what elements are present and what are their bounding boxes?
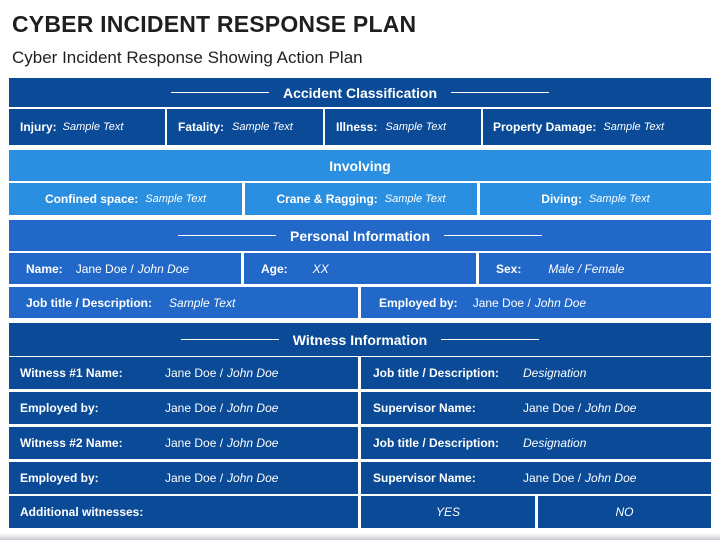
no-option[interactable] xyxy=(538,496,711,528)
name-value-a: Jane Doe / xyxy=(75,261,134,276)
accident-classification-header xyxy=(9,78,711,107)
job-title-cell xyxy=(9,287,358,318)
header-line-right xyxy=(451,92,549,93)
fatality-label: Fatality: xyxy=(178,120,225,134)
witness-2-name-value-b: John Doe xyxy=(227,436,279,450)
crane-ragging-cell xyxy=(245,183,477,215)
property-damage-value: Sample Text xyxy=(603,121,665,133)
sex-label: Sex: xyxy=(496,261,522,276)
witness-1-employed-label: Employed by: xyxy=(20,401,99,415)
property-damage-cell xyxy=(483,109,711,145)
witness-1-job-label: Job title / Description: xyxy=(373,366,500,380)
witness-1-supervisor-label: Supervisor Name: xyxy=(373,401,476,415)
confined-space-label: Confined space: xyxy=(44,192,139,206)
illness-value: Sample Text xyxy=(385,121,447,133)
witness-2-supervisor-label: Supervisor Name: xyxy=(373,471,476,485)
name-label: Name: xyxy=(26,261,63,276)
injury-value: Sample Text xyxy=(62,121,124,133)
fatality-cell xyxy=(167,109,323,145)
sex-cell xyxy=(479,253,711,284)
fatality-value: Sample Text xyxy=(232,121,293,133)
witness-1-supervisor-value-b: John Doe xyxy=(585,401,637,415)
personal-information-header xyxy=(9,220,711,251)
header-line-right xyxy=(444,235,542,236)
sex-value: Male / Female xyxy=(548,261,625,276)
crane-ragging-label: Crane & Ragging: xyxy=(276,192,378,206)
witness-row-left xyxy=(9,427,358,459)
involving-title: Involving xyxy=(329,157,391,174)
yes-option[interactable] xyxy=(361,496,535,528)
diving-value: Sample Text xyxy=(588,193,650,205)
property-damage-label: Property Damage: xyxy=(493,120,597,134)
employed-by-value-a: Jane Doe / xyxy=(472,295,531,310)
bottom-shadow xyxy=(0,533,720,540)
illness-label: Illness: xyxy=(336,120,378,134)
witness-2-job-label: Job title / Description: xyxy=(373,436,500,450)
witness-2-supervisor-value-a: Jane Doe / xyxy=(523,471,582,485)
page-title: CYBER INCIDENT RESPONSE PLAN xyxy=(12,11,417,37)
injury-label: Injury: xyxy=(20,120,57,134)
header-line-left xyxy=(181,339,279,340)
witness-row-right xyxy=(361,392,711,424)
witness-2-employed-value-b: John Doe xyxy=(227,471,279,485)
witness-row-left xyxy=(9,357,358,389)
age-cell xyxy=(244,253,476,284)
witness-2-name-value-a: Jane Doe / xyxy=(165,436,224,450)
diving-cell xyxy=(480,183,711,215)
confined-space-cell xyxy=(9,183,242,215)
no-label: NO xyxy=(615,505,634,519)
witness-2-supervisor-value-b: John Doe xyxy=(585,471,637,485)
employed-by-cell xyxy=(361,287,711,318)
witness-row-left xyxy=(9,392,358,424)
witness-information-title: Witness Information xyxy=(292,331,428,348)
confined-space-value: Sample Text xyxy=(145,193,207,205)
header-line-left xyxy=(171,92,269,93)
witness-2-employed-value-a: Jane Doe / xyxy=(165,471,224,485)
witness-information-header xyxy=(9,323,711,356)
personal-information-title: Personal Information xyxy=(289,227,431,244)
witness-2-job-value: Designation xyxy=(523,436,587,450)
witness-row-right xyxy=(361,427,711,459)
witness-row-left xyxy=(9,462,358,494)
additional-witnesses-cell xyxy=(9,496,358,528)
additional-witnesses-label: Additional witnesses: xyxy=(20,505,144,519)
witness-1-supervisor-value-a: Jane Doe / xyxy=(523,401,582,415)
witness-1-job-value: Designation xyxy=(523,366,587,380)
accident-classification-title: Accident Classification xyxy=(282,84,438,101)
witness-1-employed-value-a: Jane Doe / xyxy=(165,401,224,415)
name-value-b: John Doe xyxy=(137,261,190,276)
witness-row-right xyxy=(361,357,711,389)
employed-by-value-b: John Doe xyxy=(534,295,587,310)
witness-1-name-value-b: John Doe xyxy=(227,366,279,380)
diving-label: Diving: xyxy=(541,192,582,206)
witness-1-name-value-a: Jane Doe / xyxy=(165,366,224,380)
header-line-right xyxy=(441,339,539,340)
page-subtitle: Cyber Incident Response Showing Action Plan xyxy=(12,48,363,67)
witness-1-employed-value-b: John Doe xyxy=(227,401,279,415)
crane-ragging-value: Sample Text xyxy=(384,193,446,205)
witness-row-right xyxy=(361,462,711,494)
employed-by-label: Employed by: xyxy=(379,295,458,310)
witness-2-name-label: Witness #2 Name: xyxy=(20,436,123,450)
age-value: XX xyxy=(312,261,329,276)
witness-2-employed-label: Employed by: xyxy=(20,471,99,485)
age-label: Age: xyxy=(261,261,288,276)
job-title-label: Job title / Description: xyxy=(26,295,153,310)
injury-cell xyxy=(9,109,165,145)
job-title-value: Sample Text xyxy=(169,295,236,310)
yes-label: YES xyxy=(435,505,460,519)
involving-header xyxy=(9,150,711,181)
header-line-left xyxy=(178,235,276,236)
name-cell xyxy=(9,253,241,284)
witness-1-name-label: Witness #1 Name: xyxy=(20,366,123,380)
illness-cell xyxy=(325,109,481,145)
